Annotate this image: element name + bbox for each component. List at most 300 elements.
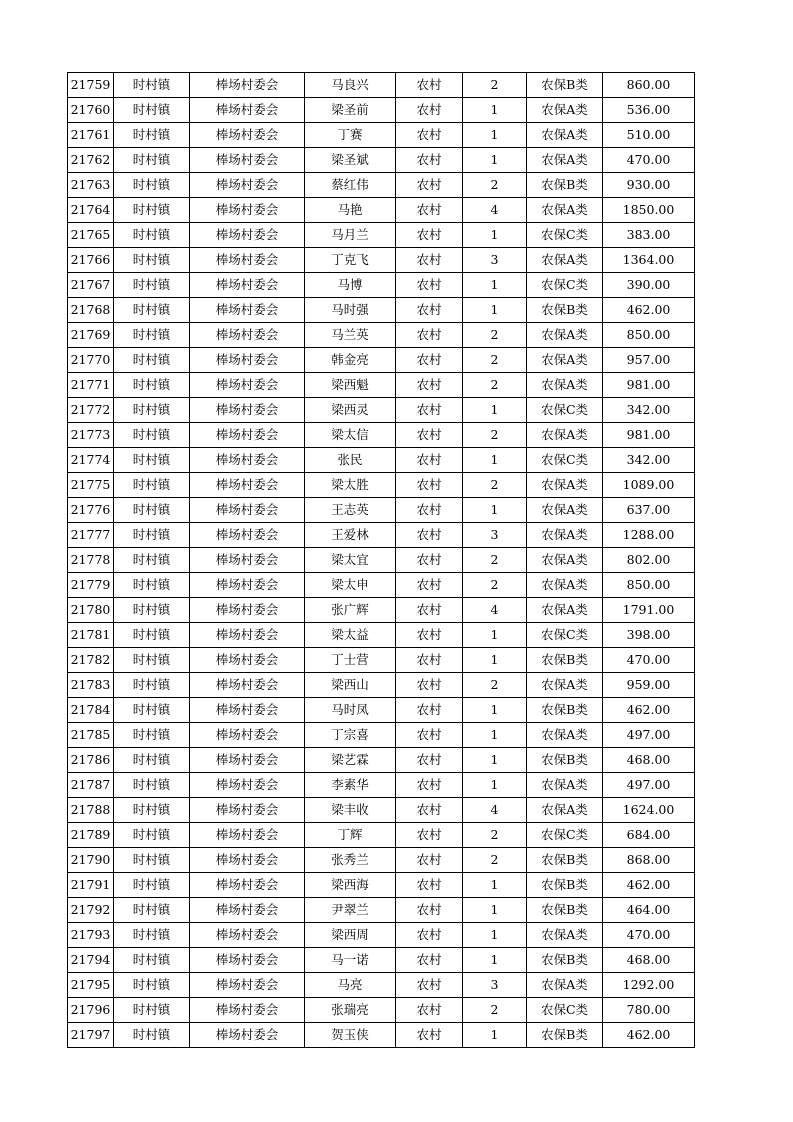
member-count-cell: 4 xyxy=(463,198,527,223)
name-cell: 马兰英 xyxy=(305,323,396,348)
serial-number-cell: 21770 xyxy=(68,348,114,373)
town-cell: 时村镇 xyxy=(114,348,190,373)
household-type-cell: 农村 xyxy=(396,498,463,523)
insurance-category-cell: 农保C类 xyxy=(527,223,603,248)
table-row xyxy=(68,698,695,723)
table-row xyxy=(68,423,695,448)
amount-cell: 468.00 xyxy=(603,948,695,973)
village-committee-cell: 棒场村委会 xyxy=(190,998,305,1023)
village-committee-cell: 棒场村委会 xyxy=(190,548,305,573)
town-cell: 时村镇 xyxy=(114,823,190,848)
name-cell: 丁士营 xyxy=(305,648,396,673)
insurance-category-cell: 农保A类 xyxy=(527,198,603,223)
insurance-category-cell: 农保A类 xyxy=(527,123,603,148)
table-row xyxy=(68,548,695,573)
insurance-category-cell: 农保A类 xyxy=(527,573,603,598)
name-cell: 梁太胜 xyxy=(305,473,396,498)
insurance-category-cell: 农保B类 xyxy=(527,898,603,923)
table-row xyxy=(68,498,695,523)
town-cell: 时村镇 xyxy=(114,898,190,923)
serial-number-cell: 21762 xyxy=(68,148,114,173)
town-cell: 时村镇 xyxy=(114,523,190,548)
table-row xyxy=(68,523,695,548)
town-cell: 时村镇 xyxy=(114,373,190,398)
member-count-cell: 1 xyxy=(463,448,527,473)
insurance-category-cell: 农保B类 xyxy=(527,298,603,323)
table-row xyxy=(68,773,695,798)
table-row xyxy=(68,248,695,273)
table-row xyxy=(68,973,695,998)
insurance-category-cell: 农保B类 xyxy=(527,173,603,198)
village-committee-cell: 棒场村委会 xyxy=(190,623,305,648)
insurance-category-cell: 农保A类 xyxy=(527,973,603,998)
household-type-cell: 农村 xyxy=(396,898,463,923)
table-row xyxy=(68,273,695,298)
table-row xyxy=(68,748,695,773)
name-cell: 韩金亮 xyxy=(305,348,396,373)
member-count-cell: 1 xyxy=(463,948,527,973)
serial-number-cell: 21789 xyxy=(68,823,114,848)
table-row xyxy=(68,73,695,98)
household-type-cell: 农村 xyxy=(396,748,463,773)
village-committee-cell: 棒场村委会 xyxy=(190,73,305,98)
amount-cell: 470.00 xyxy=(603,648,695,673)
village-committee-cell: 棒场村委会 xyxy=(190,473,305,498)
serial-number-cell: 21784 xyxy=(68,698,114,723)
amount-cell: 390.00 xyxy=(603,273,695,298)
amount-cell: 468.00 xyxy=(603,748,695,773)
amount-cell: 637.00 xyxy=(603,498,695,523)
town-cell: 时村镇 xyxy=(114,723,190,748)
serial-number-cell: 21788 xyxy=(68,798,114,823)
member-count-cell: 1 xyxy=(463,273,527,298)
town-cell: 时村镇 xyxy=(114,298,190,323)
village-committee-cell: 棒场村委会 xyxy=(190,398,305,423)
serial-number-cell: 21785 xyxy=(68,723,114,748)
name-cell: 马博 xyxy=(305,273,396,298)
village-committee-cell: 棒场村委会 xyxy=(190,173,305,198)
amount-cell: 930.00 xyxy=(603,173,695,198)
member-count-cell: 2 xyxy=(463,823,527,848)
table-row xyxy=(68,448,695,473)
serial-number-cell: 21773 xyxy=(68,423,114,448)
member-count-cell: 1 xyxy=(463,873,527,898)
serial-number-cell: 21763 xyxy=(68,173,114,198)
table-row xyxy=(68,673,695,698)
household-type-cell: 农村 xyxy=(396,298,463,323)
member-count-cell: 2 xyxy=(463,848,527,873)
serial-number-cell: 21794 xyxy=(68,948,114,973)
household-type-cell: 农村 xyxy=(396,73,463,98)
member-count-cell: 2 xyxy=(463,73,527,98)
insurance-category-cell: 农保A类 xyxy=(527,723,603,748)
amount-cell: 470.00 xyxy=(603,923,695,948)
serial-number-cell: 21765 xyxy=(68,223,114,248)
insurance-category-cell: 农保B类 xyxy=(527,698,603,723)
village-committee-cell: 棒场村委会 xyxy=(190,673,305,698)
member-count-cell: 1 xyxy=(463,223,527,248)
household-type-cell: 农村 xyxy=(396,623,463,648)
town-cell: 时村镇 xyxy=(114,448,190,473)
household-type-cell: 农村 xyxy=(396,698,463,723)
serial-number-cell: 21787 xyxy=(68,773,114,798)
name-cell: 梁丰收 xyxy=(305,798,396,823)
amount-cell: 462.00 xyxy=(603,1023,695,1048)
amount-cell: 850.00 xyxy=(603,573,695,598)
insurance-category-cell: 农保A类 xyxy=(527,523,603,548)
member-count-cell: 2 xyxy=(463,173,527,198)
town-cell: 时村镇 xyxy=(114,223,190,248)
amount-cell: 684.00 xyxy=(603,823,695,848)
member-count-cell: 1 xyxy=(463,398,527,423)
amount-cell: 1850.00 xyxy=(603,198,695,223)
amount-cell: 497.00 xyxy=(603,773,695,798)
name-cell: 梁西魁 xyxy=(305,373,396,398)
town-cell: 时村镇 xyxy=(114,798,190,823)
village-committee-cell: 棒场村委会 xyxy=(190,773,305,798)
insurance-category-cell: 农保B类 xyxy=(527,848,603,873)
insurance-category-cell: 农保A类 xyxy=(527,923,603,948)
town-cell: 时村镇 xyxy=(114,198,190,223)
village-committee-cell: 棒场村委会 xyxy=(190,223,305,248)
serial-number-cell: 21790 xyxy=(68,848,114,873)
household-type-cell: 农村 xyxy=(396,173,463,198)
table-row xyxy=(68,998,695,1023)
amount-cell: 981.00 xyxy=(603,373,695,398)
member-count-cell: 1 xyxy=(463,773,527,798)
name-cell: 张民 xyxy=(305,448,396,473)
household-type-cell: 农村 xyxy=(396,773,463,798)
amount-cell: 1791.00 xyxy=(603,598,695,623)
member-count-cell: 2 xyxy=(463,998,527,1023)
village-committee-cell: 棒场村委会 xyxy=(190,798,305,823)
name-cell: 马良兴 xyxy=(305,73,396,98)
town-cell: 时村镇 xyxy=(114,873,190,898)
name-cell: 梁太益 xyxy=(305,623,396,648)
village-committee-cell: 棒场村委会 xyxy=(190,598,305,623)
town-cell: 时村镇 xyxy=(114,173,190,198)
member-count-cell: 2 xyxy=(463,323,527,348)
household-type-cell: 农村 xyxy=(396,548,463,573)
member-count-cell: 4 xyxy=(463,598,527,623)
insurance-category-cell: 农保C类 xyxy=(527,623,603,648)
name-cell: 梁西周 xyxy=(305,923,396,948)
amount-cell: 470.00 xyxy=(603,148,695,173)
name-cell: 梁艺霖 xyxy=(305,748,396,773)
household-type-cell: 农村 xyxy=(396,198,463,223)
serial-number-cell: 21768 xyxy=(68,298,114,323)
name-cell: 马亮 xyxy=(305,973,396,998)
insurance-category-cell: 农保A类 xyxy=(527,248,603,273)
roster-body xyxy=(68,73,695,1048)
name-cell: 梁圣前 xyxy=(305,98,396,123)
village-committee-cell: 棒场村委会 xyxy=(190,323,305,348)
household-type-cell: 农村 xyxy=(396,923,463,948)
amount-cell: 1089.00 xyxy=(603,473,695,498)
table-row xyxy=(68,873,695,898)
amount-cell: 850.00 xyxy=(603,323,695,348)
table-row xyxy=(68,223,695,248)
name-cell: 丁克飞 xyxy=(305,248,396,273)
town-cell: 时村镇 xyxy=(114,548,190,573)
table-row xyxy=(68,848,695,873)
insurance-category-cell: 农保B类 xyxy=(527,73,603,98)
table-row xyxy=(68,598,695,623)
household-type-cell: 农村 xyxy=(396,948,463,973)
serial-number-cell: 21766 xyxy=(68,248,114,273)
amount-cell: 342.00 xyxy=(603,448,695,473)
insurance-category-cell: 农保B类 xyxy=(527,873,603,898)
household-type-cell: 农村 xyxy=(396,648,463,673)
amount-cell: 981.00 xyxy=(603,423,695,448)
village-committee-cell: 棒场村委会 xyxy=(190,298,305,323)
member-count-cell: 2 xyxy=(463,673,527,698)
name-cell: 李素华 xyxy=(305,773,396,798)
name-cell: 贺玉侠 xyxy=(305,1023,396,1048)
amount-cell: 462.00 xyxy=(603,873,695,898)
table-row xyxy=(68,173,695,198)
serial-number-cell: 21761 xyxy=(68,123,114,148)
village-committee-cell: 棒场村委会 xyxy=(190,648,305,673)
member-count-cell: 2 xyxy=(463,473,527,498)
table-row xyxy=(68,323,695,348)
table-row xyxy=(68,473,695,498)
table-row xyxy=(68,623,695,648)
town-cell: 时村镇 xyxy=(114,498,190,523)
household-type-cell: 农村 xyxy=(396,998,463,1023)
name-cell: 丁宗喜 xyxy=(305,723,396,748)
serial-number-cell: 21774 xyxy=(68,448,114,473)
insurance-category-cell: 农保B类 xyxy=(527,948,603,973)
insurance-category-cell: 农保A类 xyxy=(527,373,603,398)
household-type-cell: 农村 xyxy=(396,398,463,423)
amount-cell: 1624.00 xyxy=(603,798,695,823)
serial-number-cell: 21781 xyxy=(68,623,114,648)
amount-cell: 868.00 xyxy=(603,848,695,873)
amount-cell: 398.00 xyxy=(603,623,695,648)
serial-number-cell: 21778 xyxy=(68,548,114,573)
insurance-category-cell: 农保C类 xyxy=(527,998,603,1023)
village-committee-cell: 棒场村委会 xyxy=(190,973,305,998)
member-count-cell: 2 xyxy=(463,548,527,573)
serial-number-cell: 21776 xyxy=(68,498,114,523)
household-type-cell: 农村 xyxy=(396,348,463,373)
insurance-category-cell: 农保A类 xyxy=(527,598,603,623)
amount-cell: 1288.00 xyxy=(603,523,695,548)
household-type-cell: 农村 xyxy=(396,823,463,848)
town-cell: 时村镇 xyxy=(114,673,190,698)
insurance-category-cell: 农保B类 xyxy=(527,648,603,673)
name-cell: 梁太申 xyxy=(305,573,396,598)
town-cell: 时村镇 xyxy=(114,598,190,623)
town-cell: 时村镇 xyxy=(114,398,190,423)
serial-number-cell: 21791 xyxy=(68,873,114,898)
village-committee-cell: 棒场村委会 xyxy=(190,573,305,598)
town-cell: 时村镇 xyxy=(114,948,190,973)
name-cell: 马月兰 xyxy=(305,223,396,248)
name-cell: 尹翠兰 xyxy=(305,898,396,923)
household-type-cell: 农村 xyxy=(396,123,463,148)
serial-number-cell: 21786 xyxy=(68,748,114,773)
village-committee-cell: 棒场村委会 xyxy=(190,923,305,948)
town-cell: 时村镇 xyxy=(114,573,190,598)
household-type-cell: 农村 xyxy=(396,723,463,748)
member-count-cell: 1 xyxy=(463,148,527,173)
member-count-cell: 1 xyxy=(463,1023,527,1048)
member-count-cell: 2 xyxy=(463,423,527,448)
table-row xyxy=(68,348,695,373)
table-row xyxy=(68,1023,695,1048)
name-cell: 梁西海 xyxy=(305,873,396,898)
table-row xyxy=(68,648,695,673)
serial-number-cell: 21797 xyxy=(68,1023,114,1048)
member-count-cell: 1 xyxy=(463,923,527,948)
town-cell: 时村镇 xyxy=(114,998,190,1023)
village-committee-cell: 棒场村委会 xyxy=(190,248,305,273)
benefit-roster-table xyxy=(67,72,695,1048)
insurance-category-cell: 农保A类 xyxy=(527,323,603,348)
household-type-cell: 农村 xyxy=(396,448,463,473)
member-count-cell: 3 xyxy=(463,973,527,998)
household-type-cell: 农村 xyxy=(396,248,463,273)
amount-cell: 957.00 xyxy=(603,348,695,373)
insurance-category-cell: 农保A类 xyxy=(527,348,603,373)
member-count-cell: 1 xyxy=(463,623,527,648)
town-cell: 时村镇 xyxy=(114,923,190,948)
village-committee-cell: 棒场村委会 xyxy=(190,1023,305,1048)
household-type-cell: 农村 xyxy=(396,473,463,498)
town-cell: 时村镇 xyxy=(114,648,190,673)
member-count-cell: 4 xyxy=(463,798,527,823)
village-committee-cell: 棒场村委会 xyxy=(190,898,305,923)
name-cell: 丁赛 xyxy=(305,123,396,148)
insurance-category-cell: 农保C类 xyxy=(527,398,603,423)
serial-number-cell: 21775 xyxy=(68,473,114,498)
amount-cell: 1292.00 xyxy=(603,973,695,998)
village-committee-cell: 棒场村委会 xyxy=(190,823,305,848)
serial-number-cell: 21792 xyxy=(68,898,114,923)
insurance-category-cell: 农保A类 xyxy=(527,498,603,523)
serial-number-cell: 21764 xyxy=(68,198,114,223)
member-count-cell: 1 xyxy=(463,298,527,323)
serial-number-cell: 21772 xyxy=(68,398,114,423)
town-cell: 时村镇 xyxy=(114,98,190,123)
household-type-cell: 农村 xyxy=(396,98,463,123)
name-cell: 马时强 xyxy=(305,298,396,323)
serial-number-cell: 21759 xyxy=(68,73,114,98)
town-cell: 时村镇 xyxy=(114,473,190,498)
village-committee-cell: 棒场村委会 xyxy=(190,148,305,173)
village-committee-cell: 棒场村委会 xyxy=(190,273,305,298)
name-cell: 张广辉 xyxy=(305,598,396,623)
name-cell: 梁圣斌 xyxy=(305,148,396,173)
amount-cell: 462.00 xyxy=(603,698,695,723)
amount-cell: 510.00 xyxy=(603,123,695,148)
table-row xyxy=(68,123,695,148)
table-row xyxy=(68,723,695,748)
household-type-cell: 农村 xyxy=(396,873,463,898)
village-committee-cell: 棒场村委会 xyxy=(190,98,305,123)
village-committee-cell: 棒场村委会 xyxy=(190,448,305,473)
town-cell: 时村镇 xyxy=(114,623,190,648)
member-count-cell: 2 xyxy=(463,573,527,598)
village-committee-cell: 棒场村委会 xyxy=(190,423,305,448)
table-row xyxy=(68,198,695,223)
member-count-cell: 3 xyxy=(463,248,527,273)
village-committee-cell: 棒场村委会 xyxy=(190,748,305,773)
table-row xyxy=(68,948,695,973)
table-row xyxy=(68,373,695,398)
town-cell: 时村镇 xyxy=(114,273,190,298)
table-row xyxy=(68,98,695,123)
household-type-cell: 农村 xyxy=(396,848,463,873)
member-count-cell: 2 xyxy=(463,348,527,373)
name-cell: 梁西山 xyxy=(305,673,396,698)
amount-cell: 536.00 xyxy=(603,98,695,123)
insurance-category-cell: 农保A类 xyxy=(527,473,603,498)
table-row xyxy=(68,923,695,948)
insurance-category-cell: 农保C类 xyxy=(527,448,603,473)
name-cell: 梁太宜 xyxy=(305,548,396,573)
household-type-cell: 农村 xyxy=(396,148,463,173)
village-committee-cell: 棒场村委会 xyxy=(190,198,305,223)
member-count-cell: 1 xyxy=(463,898,527,923)
name-cell: 梁西灵 xyxy=(305,398,396,423)
household-type-cell: 农村 xyxy=(396,973,463,998)
household-type-cell: 农村 xyxy=(396,1023,463,1048)
table-row xyxy=(68,298,695,323)
name-cell: 梁太信 xyxy=(305,423,396,448)
village-committee-cell: 棒场村委会 xyxy=(190,373,305,398)
table-row xyxy=(68,398,695,423)
member-count-cell: 2 xyxy=(463,373,527,398)
town-cell: 时村镇 xyxy=(114,248,190,273)
member-count-cell: 1 xyxy=(463,698,527,723)
table-row xyxy=(68,898,695,923)
household-type-cell: 农村 xyxy=(396,273,463,298)
serial-number-cell: 21777 xyxy=(68,523,114,548)
town-cell: 时村镇 xyxy=(114,323,190,348)
village-committee-cell: 棒场村委会 xyxy=(190,348,305,373)
household-type-cell: 农村 xyxy=(396,423,463,448)
member-count-cell: 1 xyxy=(463,98,527,123)
household-type-cell: 农村 xyxy=(396,523,463,548)
household-type-cell: 农村 xyxy=(396,573,463,598)
household-type-cell: 农村 xyxy=(396,798,463,823)
village-committee-cell: 棒场村委会 xyxy=(190,698,305,723)
town-cell: 时村镇 xyxy=(114,148,190,173)
member-count-cell: 1 xyxy=(463,648,527,673)
name-cell: 张秀兰 xyxy=(305,848,396,873)
insurance-category-cell: 农保A类 xyxy=(527,98,603,123)
serial-number-cell: 21780 xyxy=(68,598,114,623)
insurance-category-cell: 农保A类 xyxy=(527,423,603,448)
village-committee-cell: 棒场村委会 xyxy=(190,848,305,873)
village-committee-cell: 棒场村委会 xyxy=(190,123,305,148)
household-type-cell: 农村 xyxy=(396,598,463,623)
serial-number-cell: 21760 xyxy=(68,98,114,123)
insurance-category-cell: 农保C类 xyxy=(527,273,603,298)
household-type-cell: 农村 xyxy=(396,673,463,698)
amount-cell: 1364.00 xyxy=(603,248,695,273)
name-cell: 马时凤 xyxy=(305,698,396,723)
village-committee-cell: 棒场村委会 xyxy=(190,948,305,973)
town-cell: 时村镇 xyxy=(114,423,190,448)
serial-number-cell: 21769 xyxy=(68,323,114,348)
name-cell: 马艳 xyxy=(305,198,396,223)
insurance-category-cell: 农保C类 xyxy=(527,823,603,848)
insurance-category-cell: 农保A类 xyxy=(527,548,603,573)
